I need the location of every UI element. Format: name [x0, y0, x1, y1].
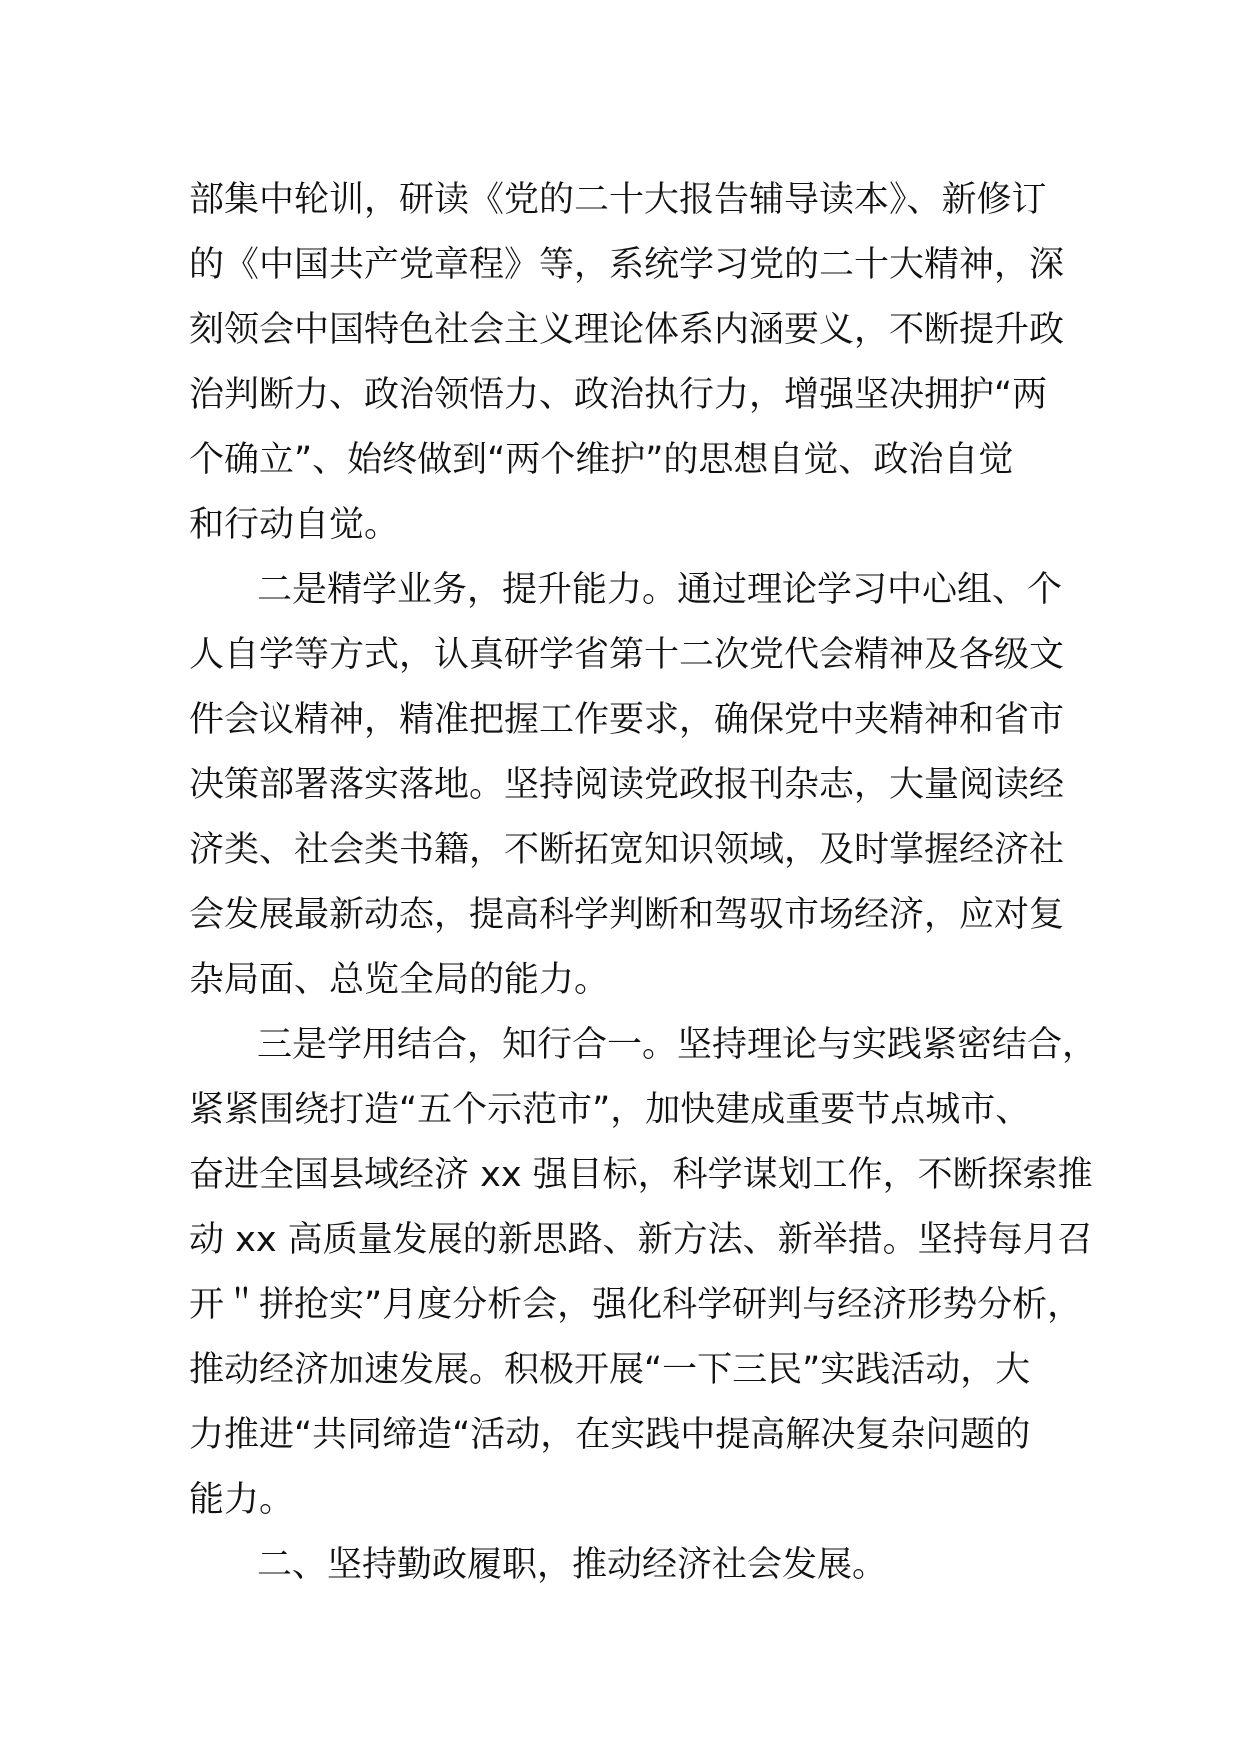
text-line: 人自学等方式，认真研学省第十二次党代会精神及各级文 [189, 635, 1065, 675]
text-line: 的《中国共产党章程》等，系统学习党的二十大精神，深 [189, 245, 1065, 285]
text-line: 三是学用结合，知行合一。坚持理论与实践紧密结合， [257, 1025, 1098, 1065]
text-line: 紧紧围绕打造“五个示范市”，加快建成重要节点城市、 [189, 1090, 1031, 1130]
text-line: 力推进“共同缔造“活动，在实践中提高解决复杂问题的 [189, 1415, 1031, 1455]
text-line: 二、坚持勤政履职，推动经济社会发展。 [257, 1545, 888, 1585]
text-line: 会发展最新动态，提高科学判断和驾驭市场经济，应对复 [189, 895, 1065, 935]
text-line: 治判断力、政治领悟力、政治执行力，增强坚决拥护“两 [189, 375, 1048, 415]
text-line: 件会议精神，精准把握工作要求，确保党中夹精神和省市 [189, 700, 1065, 740]
text-line: 部集中轮训，研读《党的二十大报告辅导读本》、新修订 [189, 180, 1047, 220]
text-line: 推动经济加速发展。积极开展“一下三民”实践活动，大 [189, 1350, 1031, 1390]
text-line: 刻领会中国特色社会主义理论体系内涵要义，不断提升政 [189, 310, 1065, 350]
text-line: 济类、社会类书籍，不断拓宽知识领域，及时掌握经济社 [189, 830, 1065, 870]
text-line: 决策部署落实落地。坚持阅读党政报刊杂志，大量阅读经 [189, 765, 1065, 805]
document-body [189, 168, 1098, 1598]
text-line: 动 xx 高质量发展的新思路、新方法、新举措。坚持每月召 [189, 1220, 1093, 1260]
text-line: 开＂拼抢实”月度分析会，强化科学研判与经济形势分析， [189, 1285, 1083, 1325]
text-line: 杂局面、总览全局的能力。 [189, 960, 610, 1000]
text-line: 和行动自觉。 [189, 505, 400, 545]
text-line: 二是精学业务，提升能力。通过理论学习中心组、个 [257, 570, 1063, 610]
text-line: 个确立”、始终做到“两个维护”的思想自觉、政治自觉 [189, 440, 1014, 480]
text-line: 能力。 [189, 1480, 295, 1520]
text-line: 奋进全国县域经济 xx 强目标，科学谋划工作，不断探索推 [189, 1155, 1093, 1195]
